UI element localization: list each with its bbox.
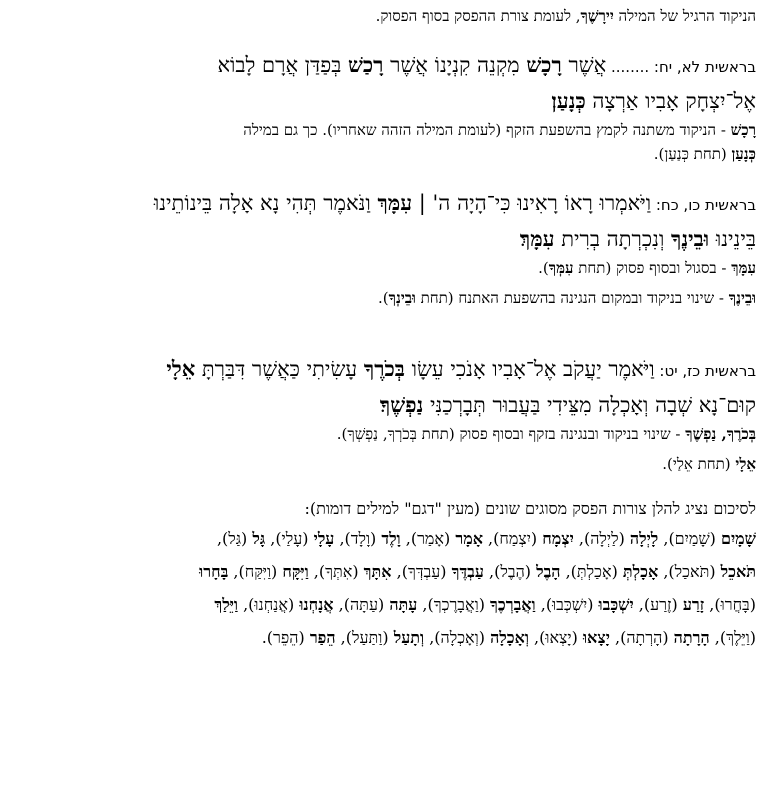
summary-row — [10, 555, 756, 588]
regular-form-word: (יָצְאוּ), — [528, 628, 583, 647]
regular-form-word: (וְאָכְלָה), — [424, 628, 491, 647]
note-word: כְּנָעַן — [731, 145, 756, 163]
ex1-reference: בראשית לא, יח: ........ — [606, 58, 756, 76]
regular-form-word: (אִתְּךָ), — [308, 562, 364, 581]
verse-key-word: רָכַשׁ — [348, 52, 384, 77]
summary-word-list — [10, 522, 756, 654]
summary-title: לסיכום נציג להלן צורות הפסק מסוגים שונים (מעין "דגם" למילים דומות): — [304, 499, 756, 518]
pausal-form-word: עַבְדֶּךָ — [451, 562, 484, 581]
note-text: ). — [377, 289, 389, 307]
pausal-form-word: וְאָכָלָה — [490, 628, 529, 647]
regular-form-word: (הֶבֶל), — [483, 562, 537, 581]
intro-word: יִירָשֶׁךָ — [580, 7, 614, 25]
verse-key-word: אֵלָי — [166, 356, 196, 381]
pausal-form-word: וְתָעַל — [393, 628, 425, 647]
pausal-form-word: לָיְלָה — [629, 529, 659, 548]
ex1-verse-line1 — [10, 48, 756, 84]
note-word: וּבֵינְךָ — [388, 289, 416, 307]
note-text: - שינוי בניקוד ובמקום הנגינה בהשפעת האתנח (תחת — [415, 289, 729, 307]
note-text: (תחת אֵלַי). — [662, 455, 736, 473]
note-text: ). — [538, 259, 549, 277]
note-word: וּבֵינֶךָ — [728, 289, 756, 307]
summary-row — [10, 588, 756, 621]
ex3-note1 — [10, 422, 756, 446]
note-text: (תחת כְּנַעַן). — [653, 145, 732, 163]
regular-form-word: (תֹּאכַל), — [658, 562, 721, 581]
verse-key-word: עִמָּךְ — [377, 190, 413, 215]
summary-row — [10, 621, 756, 654]
ex3-verse-line2 — [10, 388, 756, 422]
ex1-note-cont — [10, 142, 756, 166]
note-word: בְּכֹרֶךָ, נַפְשֶׁךָ — [685, 425, 756, 443]
pausal-form-word: יִשְׁכָּבוּ — [598, 595, 634, 614]
regular-form-word: (עַבְדְּךָ), — [391, 562, 452, 581]
pausal-form-word: וַיֵּלַךְ — [214, 595, 238, 614]
regular-form-word: (בָּחֲרוּ), — [704, 595, 756, 614]
note-text: - שינוי בניקוד ובנגינה בזקף ובסוף פסוק (תחת בְּכֹרְךָ, נַפְשְׁךָ). — [336, 425, 686, 443]
pausal-form-word: הָבֶל — [536, 562, 561, 581]
verse-key-word: רָכָשׁ — [526, 52, 562, 77]
verse-text: מִקְנֵה קִנְיָנוֹ אֲשֶׁר — [383, 53, 527, 77]
ex2-verse-line1 — [10, 186, 756, 222]
verse-text: בֵּינֵינוּ — [709, 227, 756, 251]
pausal-form-word: שָׁמָיִם — [721, 529, 756, 548]
ex3-verse-line1 — [10, 352, 756, 388]
note-word: עִמָּךְ — [731, 259, 756, 277]
pausal-form-word: עָלָי — [313, 529, 335, 548]
pausal-form-word: וָלֶד — [381, 529, 401, 548]
regular-form-word: (וַיֵּלֶךְ), — [709, 628, 756, 647]
ex2-reference: בראשית כו, כח: — [651, 196, 756, 214]
regular-form-word: (זֶרַע), — [633, 595, 683, 614]
regular-form-word: (אֲנַחְנוּ), — [238, 595, 300, 614]
pausal-form-word: אִתָּךְ — [363, 562, 392, 581]
pausal-form-word: עָתָּה — [389, 595, 418, 614]
pausal-form-word: אֲנָחְנוּ — [299, 595, 334, 614]
verse-text: אֶל־יִצְחָק אָבִיו אַרְצָה — [585, 89, 756, 113]
pausal-form-word: יִצְמָח — [542, 529, 574, 548]
regular-form-word: (וַתַּעַל), — [335, 628, 394, 647]
note-text: - בסגול ובסוף פסוק (תחת — [573, 259, 732, 277]
note-word: רָכָשׁ — [730, 121, 756, 139]
regular-form-word: (אָמַר), — [400, 529, 456, 548]
verse-text: אֲשֶׁר — [561, 53, 607, 77]
regular-form-word: (הֵפֵר). — [261, 628, 310, 647]
pausal-form-word: הֵפַר — [309, 628, 336, 647]
note-word: אֵלָי — [735, 455, 756, 473]
regular-form-word: (וַאֲבָרֶכְךָ), — [417, 595, 491, 614]
pausal-form-word: גָּל — [252, 529, 266, 548]
regular-form-word: (אָכַלְתְּ), — [560, 562, 623, 581]
pausal-form-word: אָכָלְתְּ — [622, 562, 659, 581]
ex2-verse-line2 — [10, 222, 756, 256]
ex2-note1 — [10, 256, 756, 280]
pausal-form-word: וַאֲבָרְכֶךָ — [490, 595, 536, 614]
verse-text: קוּם־נָא שְׁבָה וְאָכְלָה מִצֵּידִי בַּעֲבוּר תְּבָרְכַנִּי — [423, 393, 756, 417]
ex3-note2 — [10, 452, 756, 476]
verse-key-word: עִמָּךְ — [519, 226, 555, 251]
note-text: - הניקוד משתנה לקמץ בהשפעת הזקף (לעומת המילה הזהה שאחריו). כך גם במילה — [243, 121, 731, 139]
verse-key-word: נַפְשֶׁךָ — [379, 392, 424, 417]
regular-form-word: (עַתָּה), — [333, 595, 390, 614]
intro-text: הניקוד הרגיל של המילה — [613, 7, 756, 25]
regular-form-word: (שָׁמַיִם), — [658, 529, 721, 548]
note-word: עִמְּךָ — [548, 259, 574, 277]
verse-text: וַנֹּאמֶר תְּהִי נָא אָלָה בֵּינוֹתֵינוּ — [153, 191, 378, 215]
verse-text: וְנִכְרְתָה בְרִית — [554, 227, 671, 251]
regular-form-word: (יִצְמַח), — [482, 529, 543, 548]
regular-form-word: (עָלַי), — [265, 529, 314, 548]
regular-form-word: (הָרְתָה), — [609, 628, 674, 647]
ex3-reference: בראשית כז, יט: — [654, 362, 756, 380]
pausal-form-word: וַיִּקָּח — [282, 562, 309, 581]
ex2-note2 — [10, 286, 756, 310]
verse-text: וַיֹּאמְרוּ רָאוֹ רָאִינוּ כִּי־הָיָה ה' | — [412, 191, 652, 215]
pausal-form-word: זָרַע — [682, 595, 705, 614]
verse-text: עָשִׂיתִי כַּאֲשֶׁר דִּבַּרְתָּ — [195, 357, 364, 381]
intro-line — [10, 4, 756, 28]
regular-form-word: (וָלָד), — [334, 529, 382, 548]
regular-form-word: (לַיְלָה), — [573, 529, 630, 548]
intro-text-end: , לעומת צורת ההפסק בסוף הפסוק. — [375, 7, 581, 25]
pausal-form-word: הָרָתָה — [673, 628, 710, 647]
summary-row — [10, 522, 756, 555]
verse-key-word: כְּנָעַן — [551, 88, 586, 113]
ex1-verse-line2 — [10, 84, 756, 118]
regular-form-word: (גַּל), — [216, 529, 253, 548]
pausal-form-word: אָמָר — [455, 529, 483, 548]
verse-key-word: וּבֵינֶךָ — [671, 226, 710, 251]
pausal-form-word: יָצָאוּ — [582, 628, 610, 647]
verse-key-word: בְּכֹרֶךָ — [363, 356, 405, 381]
verse-text: בְּפַדַּן אֲרָם לָבוֹא — [217, 53, 348, 77]
pausal-form-word: בָּחָרוּ — [199, 562, 229, 581]
verse-text: וַיֹּאמֶר יַעֲקֹב אֶל־אָבִיו אָנֹכִי עֵשָׂו — [404, 357, 655, 381]
regular-form-word: (וַיִּקַּח), — [228, 562, 283, 581]
pausal-form-word: תֹּאכֵל — [720, 562, 756, 581]
ex1-note — [10, 118, 756, 142]
regular-form-word: (יִשְׁכְּבוּ), — [535, 595, 599, 614]
